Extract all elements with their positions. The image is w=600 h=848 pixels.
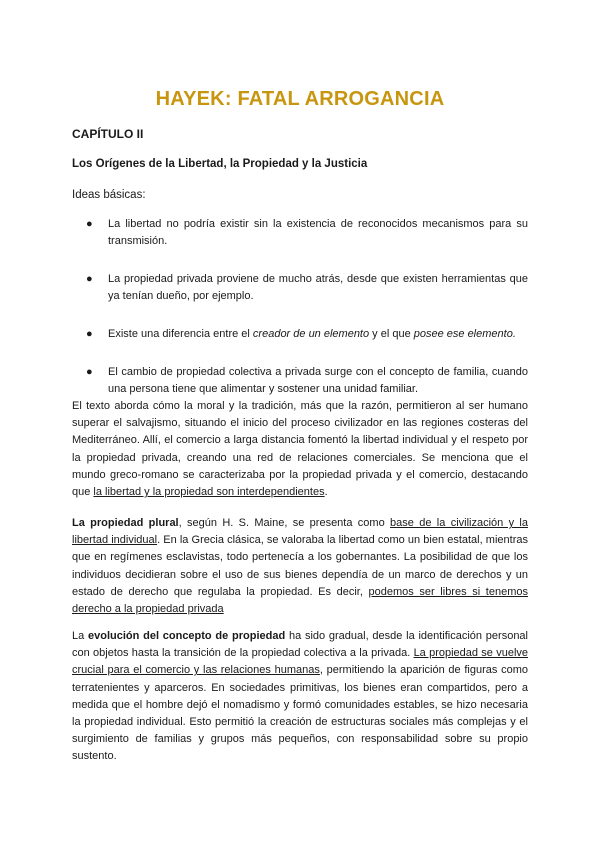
- list-item: [72, 216, 528, 250]
- paragraph-text: . En la Grecia clásica, se valoraba la libertad como un bien estatal, mientras que en regímenes esclavistas, todo pertenecía a los gobernantes. La posibilidad de que los individuos decidieran sobre el uso de sus bienes dependía de un marco de derechos y un estado de derecho que regulaba la propiedad. Es decir,: [72, 534, 528, 598]
- bullet-text-emphasis: creador de un elemento: [252, 328, 370, 340]
- section-subtitle: Los Orígenes de la Libertad, la Propiedad y la Justicia: [72, 158, 368, 170]
- bold-term: La propiedad plural: [72, 517, 179, 529]
- paragraph-2: [72, 515, 528, 618]
- paragraph-text: ha sido gradual, desde la identificación personal con objetos hasta la transición de la propiedad colectiva a la privada.: [72, 630, 528, 660]
- bullet-icon: ●: [86, 273, 93, 285]
- underlined-phrase: La propiedad se vuelve crucial para el comercio y las relaciones humanas: [72, 647, 529, 677]
- list-item: [72, 326, 528, 343]
- paragraph-text: , permitiendo la aparición de figuras como terratenientes y aparceros. En sociedades primitivas, los bienes eran compartidos, pero a medida que el hombre dejó el nomadismo y formó comunidades estables, se hizo necesaria la propiedad individual. Esto permitió la creación de estructuras sociales más complejas y el surgimiento de familias y grupos más pequeños, con responsabilidad sobre su propio sustento.: [72, 664, 528, 763]
- bullet-text: La libertad no podría existir sin la existencia de reconocidos mecanismos para su transmisión.: [108, 218, 528, 247]
- paragraph-1: [72, 398, 528, 501]
- bullet-icon: ●: [86, 218, 93, 230]
- paragraph-end: .: [324, 486, 328, 499]
- bullet-text-pre: Existe una diferencia entre el: [108, 328, 253, 340]
- paragraph-3: [72, 628, 528, 766]
- chapter-heading: CAPÍTULO II: [72, 127, 144, 141]
- ideas-label: Ideas básicas:: [72, 189, 146, 201]
- bullet-text-mid: y el que: [369, 328, 414, 340]
- document-title: HAYEK: FATAL ARROGANCIA: [155, 88, 445, 110]
- ideas-list: [72, 216, 528, 398]
- bullet-text: El cambio de propiedad colectiva a privada surge con el concepto de familia, cuando una persona tiene que alimentar y sostener una unidad familiar.: [108, 366, 528, 395]
- underlined-phrase: base de la civilización y la libertad individual: [72, 517, 528, 547]
- list-item: [72, 271, 528, 305]
- bold-term: evolución del concepto de propiedad: [88, 630, 286, 642]
- paragraph-text: , según H. S. Maine, se presenta como: [178, 517, 391, 529]
- paragraph-text: El texto aborda cómo la moral y la tradición, más que la razón, permitieron al ser humano superar el salvajismo, situando el inicio del proceso civilizador en las regiones costeras del Mediterráneo. Allí, el comercio a larga distancia fomentó la libertad individual y el respeto por la propiedad privada, creando una red de relaciones comerciales. Se menciona que el mundo greco-romano se caracterizaba por la propiedad privada y el comercio, destacando que: [72, 400, 528, 499]
- underlined-phrase: podemos ser libres si tenemos derecho a la propiedad privada: [72, 585, 528, 616]
- list-item: [72, 364, 528, 398]
- bullet-icon: ●: [86, 366, 93, 378]
- bullet-text: La propiedad privada proviene de mucho atrás, desde que existen herramientas que ya tenían dueño, por ejemplo.: [108, 273, 528, 302]
- paragraph-text: La: [72, 630, 88, 642]
- bullet-icon: ●: [86, 328, 93, 340]
- bullet-text-emphasis: posee ese elemento.: [413, 328, 516, 340]
- underlined-phrase: la libertad y la propiedad son interdependientes: [93, 486, 325, 499]
